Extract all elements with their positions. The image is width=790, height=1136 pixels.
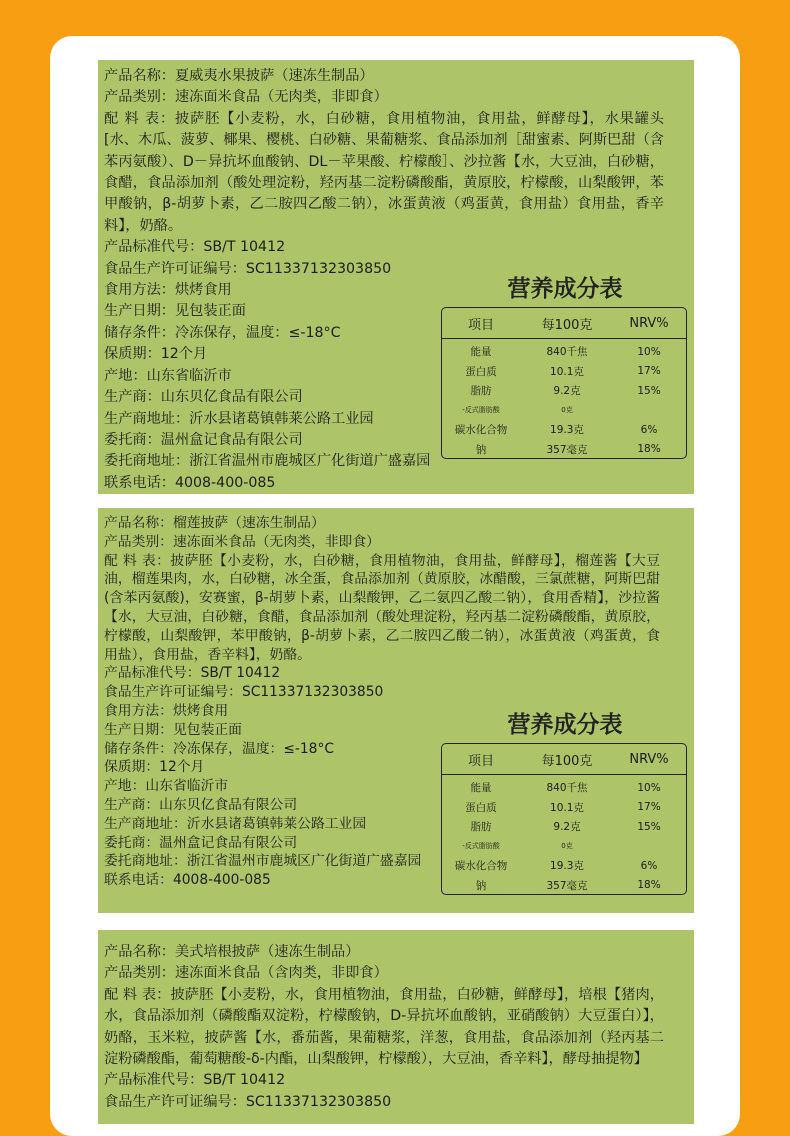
header-item: 项目 <box>467 753 494 769</box>
nutrient-amount: 10.1克 <box>550 365 584 378</box>
nutrition-row <box>442 440 686 460</box>
nutrient-nrv: 10% <box>637 345 661 358</box>
label-panel-bacon <box>98 930 694 1124</box>
nutrition-title: 营养成分表 <box>507 276 623 302</box>
nutrition-row <box>442 778 686 798</box>
manufacturer-address: 生产商地址：沂水县诸葛镇韩莱公路工业园 <box>104 410 374 427</box>
nutrient-nrv: 6% <box>640 859 658 872</box>
nutrient-amount: 9.2克 <box>553 385 581 398</box>
nutrition-row <box>442 420 686 440</box>
contact-phone: 联系电话：4008-400-085 <box>104 872 271 889</box>
shelf-life: 保质期：12个月 <box>104 346 208 363</box>
ingredients-text: 配 料 表：披萨胚【小麦粉，水，食用植物油，食用盐，白砂糖，鲜酵母】，培根【猪肉，水，食品添加剂（磷酸酯双淀粉，柠檬酸钠，D-异抗坏血酸钠，亚硝酸钠）大豆蛋白）】，奶酪，玉米粒，披萨酱【水，番茄酱，果葡糖浆，洋葱，食用盐，食品添加剂（羟丙基二淀粉磷酸酯，葡萄糖酸-δ-内酯，山梨酸钾，柠檬酸），大豆油，香辛料】，酵母抽提物】 <box>104 986 664 1068</box>
header-item: 项目 <box>467 317 494 333</box>
nutrient-name: 蛋白质 <box>465 365 497 378</box>
label-text-block <box>104 942 688 1113</box>
contact-phone: 联系电话：4008-400-085 <box>104 474 276 491</box>
ingredients-text: 配 料 表：披萨胚【小麦粉，水，白砂糖，食用植物油，食用盐，鲜酵母】，水果罐头[水、木瓜、菠萝、椰果、樱桃、白砂糖、果葡糖浆、食品添加剂［甜蜜素、阿斯巴甜（含苯丙氨酸）、D－异抗坏血酸钠、DL－苹果酸、柠檬酸］、沙拉酱【水，大豆油，白砂糖，食醋，食品添加剂（酸处理淀粉，羟丙基二淀粉磷酸酯，黄原胶，柠檬酸，山梨酸钾，苯甲酸钠，β-胡萝卜素，乙二胺四乙酸二钠），冰蛋黄液（鸡蛋黄，食用盐）食用盐，香辛料】，奶酪。 <box>104 110 664 234</box>
nutrient-amount: 840千焦 <box>546 346 588 359</box>
client: 委托商：温州盒记食品有限公司 <box>104 834 298 851</box>
product-name: 产品名称：美式培根披萨（速冻生制品） <box>104 944 360 960</box>
nutrition-row <box>442 401 686 421</box>
product-name: 产品名称：夏威夷水果披萨（速冻生制品） <box>104 68 374 84</box>
nutrient-name: 碳水化合物 <box>454 860 508 873</box>
nutrient-nrv: 18% <box>637 443 661 456</box>
license-number: 食品生产许可证编号：SC11337132303850 <box>104 684 384 701</box>
nutrition-row <box>442 798 686 818</box>
manufacturer: 生产商：山东贝亿食品有限公司 <box>104 389 303 406</box>
standard-code: 产品标准代号：SB/T 10412 <box>104 239 286 256</box>
usage-method: 食用方法：烘烤食用 <box>104 702 229 719</box>
standard-code: 产品标准代号：SB/T 10412 <box>104 665 281 682</box>
nutrition-row <box>442 876 686 896</box>
nutrient-name: -反式脂肪酸 <box>462 842 500 851</box>
nutrient-name: -反式脂肪酸 <box>462 406 500 415</box>
client-address: 委托商地址：浙江省温州市鹿城区广化街道广盛嘉园 <box>104 453 431 470</box>
shelf-life: 保质期：12个月 <box>104 759 205 776</box>
license-number: 食品生产许可证编号：SC11337132303850 <box>104 1093 392 1110</box>
nutrient-name: 能量 <box>470 782 492 795</box>
nutrient-name: 钠 <box>475 879 487 892</box>
nutrition-header-row <box>442 744 686 775</box>
product-category: 产品类别：速冻面米食品（无肉类，非即食） <box>104 89 388 106</box>
nutrition-row <box>442 837 686 857</box>
nutrient-nrv: 15% <box>637 820 661 833</box>
product-category: 产品类别：速冻面米食品（含肉类，非即食） <box>104 965 388 982</box>
license-number: 食品生产许可证编号：SC11337132303850 <box>104 260 392 277</box>
nutrient-name: 脂肪 <box>470 385 492 398</box>
nutrient-amount: 19.3克 <box>550 860 584 873</box>
label-panel-hawaiian <box>98 60 694 494</box>
header-per100g: 每100克 <box>541 753 593 769</box>
storage-condition: 储存条件：冷冻保存，温度：≤-18°C <box>104 324 341 341</box>
nutrition-header-row <box>442 308 686 339</box>
label-panel-durian <box>98 508 694 913</box>
nutrient-nrv: 18% <box>637 879 661 892</box>
production-date: 生产日期：见包装正面 <box>104 303 246 320</box>
manufacturer: 生产商：山东贝亿食品有限公司 <box>104 796 298 813</box>
nutrient-amount: 10.1克 <box>550 801 584 814</box>
nutrient-nrv: 17% <box>637 801 661 814</box>
origin: 产地：山东省临沂市 <box>104 778 229 795</box>
nutrient-name: 蛋白质 <box>465 801 497 814</box>
client: 委托商：温州盒记食品有限公司 <box>104 431 303 448</box>
nutrition-row <box>442 856 686 876</box>
nutrient-name: 能量 <box>470 346 492 359</box>
storage-condition: 储存条件：冷冻保存，温度：≤-18°C <box>104 740 334 757</box>
header-nrv: NRV% <box>629 315 669 331</box>
client-address: 委托商地址：浙江省温州市鹿城区广化街道广盛嘉园 <box>104 853 422 870</box>
manufacturer-address: 生产商地址：沂水县诸葛镇韩莱公路工业园 <box>104 815 367 832</box>
nutrition-row <box>442 342 686 362</box>
nutrient-name: 钠 <box>475 443 487 456</box>
nutrient-nrv: 17% <box>637 365 661 378</box>
nutrient-name: 脂肪 <box>470 821 492 834</box>
product-name: 产品名称：榴莲披萨（速冻生制品） <box>104 515 325 531</box>
ingredients-text: 配 料 表：披萨胚【小麦粉，水，白砂糖，食用植物油，食用盐，鲜酵母】，榴莲酱【大豆油，榴莲果肉，水，白砂糖，冰全蛋，食品添加剂（黄原胶，冰醋酸，三氯蔗糖，阿斯巴甜(含苯丙氨酸)，安赛蜜，β-胡萝卜素，山梨酸钾，乙二氨四乙酸二钠），食用香精】，沙拉酱【水，大豆油，白砂糖，食醋，食品添加剂（酸处理淀粉，羟丙基二淀粉磷酸酯，黄原胶，柠檬酸，山梨酸钾，苯甲酸钠，β-胡萝卜素，乙二胺四乙酸二钠），冰蛋黄液（鸡蛋黄，食用盐），食用盐，香辛料】，奶酪。 <box>104 552 660 663</box>
nutrition-row <box>442 381 686 401</box>
nutrient-name: 碳水化合物 <box>454 424 508 437</box>
usage-method: 食用方法：烘烤食用 <box>104 282 232 299</box>
nutrition-row <box>442 817 686 837</box>
nutrient-nrv: 15% <box>637 384 661 397</box>
nutrient-amount: 0克 <box>561 842 573 851</box>
standard-code: 产品标准代号：SB/T 10412 <box>104 1072 286 1089</box>
product-category: 产品类别：速冻面米食品（无肉类，非即食） <box>104 533 380 550</box>
origin: 产地：山东省临沂市 <box>104 367 232 384</box>
nutrient-nrv: 10% <box>637 781 661 794</box>
nutrition-table <box>441 307 687 459</box>
production-date: 生产日期：见包装正面 <box>104 721 242 738</box>
nutrient-amount: 357毫克 <box>546 879 588 892</box>
nutrient-nrv: 6% <box>640 423 658 436</box>
nutrient-amount: 19.3克 <box>550 424 584 437</box>
nutrient-amount: 9.2克 <box>553 821 581 834</box>
nutrient-amount: 840千焦 <box>546 782 588 795</box>
header-per100g: 每100克 <box>541 317 593 333</box>
nutrient-amount: 357毫克 <box>546 443 588 456</box>
nutrition-table <box>441 743 687 895</box>
header-nrv: NRV% <box>629 751 669 767</box>
nutrition-title: 营养成分表 <box>507 712 623 738</box>
nutrition-row <box>442 362 686 382</box>
nutrient-amount: 0克 <box>561 406 573 415</box>
